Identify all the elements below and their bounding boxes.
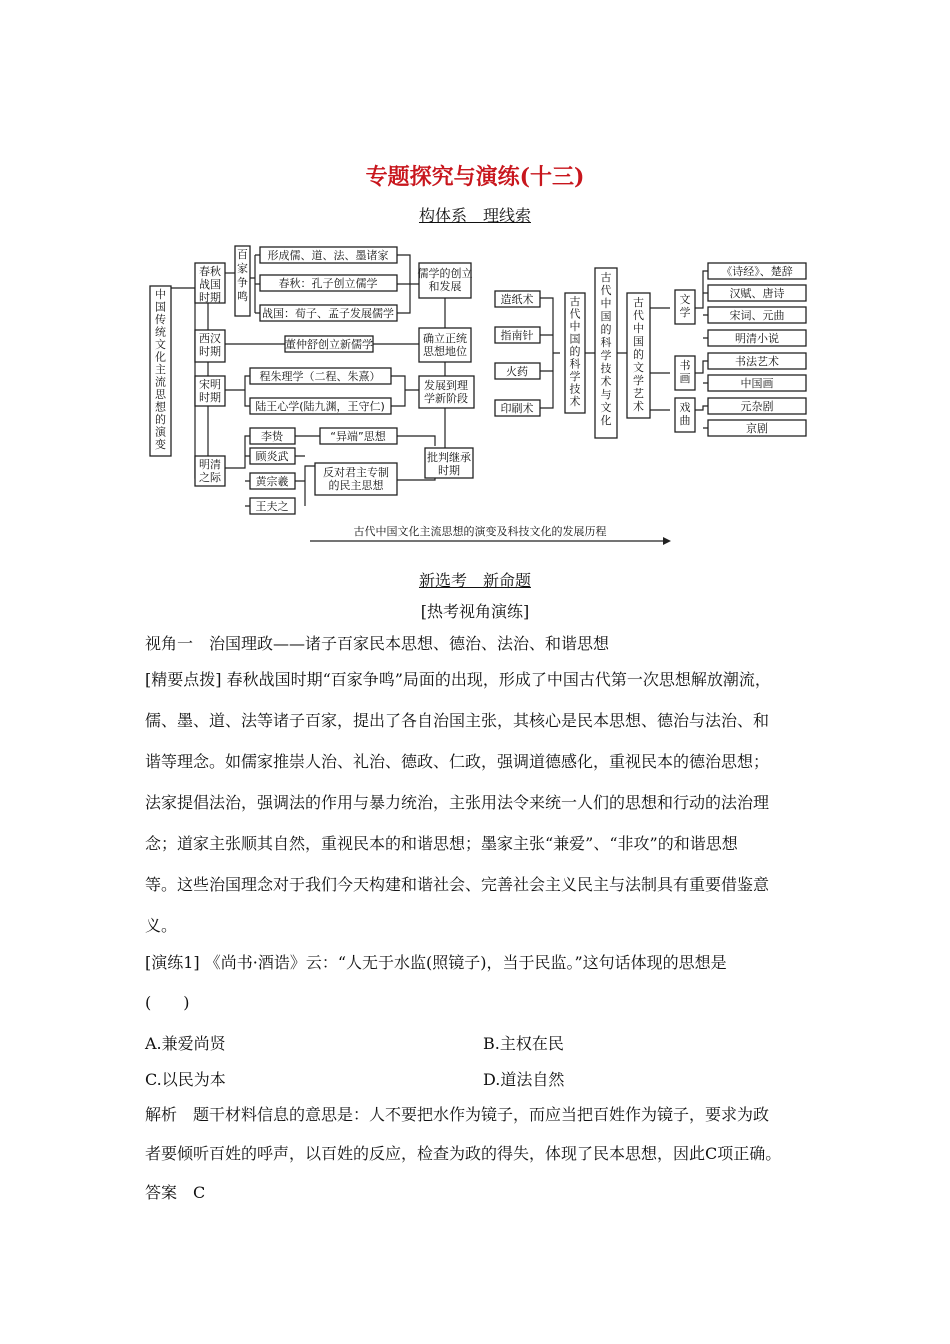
page-title: 专题探究与演练(十三) — [365, 164, 585, 190]
mid-center: 古代中国的科学技术与文化 — [600, 271, 612, 427]
lit-item-6: 中国画 — [740, 377, 774, 390]
cq-item-1: 形成儒、道、法、墨诸家 — [267, 249, 389, 262]
analysis-line: 解析 题干材料信息的意思是：人不要把水作为镜子，而应当把百姓作为镜子，要求为政 — [145, 1105, 770, 1124]
lit-item-8: 京剧 — [746, 422, 768, 435]
paragraph-line: 等。这些治国理念对于我们今天构建和谐社会、完善社会主义民主与法制具有重要借鉴意 — [145, 875, 770, 894]
paragraph-line: 法家提倡法治，强调法的作用与暴力统治，主张用法令来统一人们的思想和行动的法治理 — [145, 793, 770, 812]
paragraph-line: 义。 — [145, 916, 178, 935]
ru-dev: 儒学的创立和发展 — [417, 267, 473, 293]
diagram-root — [150, 286, 171, 456]
lit-item-7: 元杂剧 — [740, 400, 774, 413]
science-items — [495, 291, 540, 416]
period-xihan: 西汉时期 — [199, 332, 221, 358]
lit-item-3: 宋词、元曲 — [729, 309, 785, 322]
perspective-heading: 视角一 治国理政——诸子百家民本思想、德治、法治、和谐思想 — [145, 634, 610, 653]
question-blank: ( ) — [145, 993, 190, 1012]
mingqing-people — [250, 428, 295, 514]
paragraph-line: 谐等理念。如儒家推崇人治、礼治、德政、仁政，强调道德感化，重视民本的德治思想； — [145, 752, 770, 771]
lit-cat-literature: 文学 — [679, 293, 691, 319]
lit-categories — [675, 290, 695, 432]
lit-item-5: 书法艺术 — [735, 355, 779, 368]
mq-yiduan: “异端”思想 — [330, 430, 386, 443]
sm-item-1: 程朱理学（二程、朱熹） — [259, 370, 381, 383]
sm-item-2: 陆王心学(陆九渊，王守仁) — [255, 400, 385, 413]
option-c: C.以民为本 — [145, 1070, 226, 1089]
xh-item: 董仲舒创立新儒学 — [285, 338, 373, 351]
chunqiu-items — [260, 247, 397, 321]
lit-cat-painting: 书画 — [679, 359, 691, 385]
lit-item-2: 汉赋、唐诗 — [729, 287, 785, 300]
period-mingqing: 明清之际 — [199, 458, 221, 484]
option-a: A.兼爱尚贤 — [145, 1034, 226, 1053]
paragraph-line: 念；道家主张顺其自然，重视民本的和谐思想；墨家主张“兼爱”、“非攻”的和谐思想 — [145, 834, 738, 853]
period-songming: 宋明时期 — [199, 378, 221, 404]
section-heading-structure: 构体系 理线索 — [418, 206, 531, 225]
lit-cat-opera: 戏曲 — [679, 401, 691, 427]
caption-arrowhead — [663, 537, 671, 545]
diagram-root-label: 中国传统文化主流思想的演变 — [155, 288, 166, 451]
lit-item-4: 明清小说 — [735, 332, 779, 345]
sci-gunpowder: 火药 — [506, 365, 528, 378]
section-heading-practice: [热考视角演练] — [420, 602, 530, 621]
sci-center: 古代中国的科学技术 — [569, 295, 581, 408]
paragraph-line: [精要点拨] 春秋战国时期“百家争鸣”局面的出现，形成了中国古代第一次思想解放潮流， — [145, 670, 771, 689]
cq-item-2: 春秋：孔子创立儒学 — [278, 277, 378, 290]
option-d: D.道法自然 — [483, 1070, 565, 1089]
mq-fandui: 反对君主专制的民主思想 — [323, 466, 389, 492]
analysis-line: 者要倾听百姓的呼声，以百姓的反应，检查为政的得失，体现了民本思想，因此C项正确。 — [145, 1144, 782, 1163]
person-guyanwu: 顾炎武 — [255, 450, 289, 463]
cq-item-3: 战国：荀子、孟子发展儒学 — [262, 307, 394, 320]
section-heading-new: 新选考 新命题 — [418, 571, 531, 590]
diagram-periods — [195, 263, 225, 486]
option-b: B.主权在民 — [483, 1034, 564, 1053]
lit-items — [708, 263, 806, 436]
person-huangzongxi: 黄宗羲 — [255, 475, 289, 488]
baijia-label: 百家争鸣 — [237, 248, 248, 303]
person-lizhi: 李贽 — [261, 430, 283, 443]
lit-item-1: 《诗经》、楚辞 — [721, 265, 793, 278]
period-chunqiu: 春秋战国时期 — [199, 265, 221, 304]
sci-compass: 指南针 — [500, 329, 534, 342]
lit-center: 古代中国的文学艺术 — [633, 296, 644, 413]
answer: 答案 C — [145, 1183, 206, 1202]
sci-printing: 印刷术 — [500, 402, 534, 415]
person-wangfuzhi: 王夫之 — [255, 500, 289, 513]
mq-result: 批判继承时期 — [427, 451, 471, 477]
sm-result: 发展到理学新阶段 — [424, 379, 468, 405]
paragraph-line: 儒、墨、道、法等诸子百家，提出了各自治国主张，其核心是民本思想、德治与法治、和 — [145, 711, 770, 730]
concept-diagram — [145, 238, 815, 548]
question-stem: [演练1] 《尚书·酒诰》云：“人无于水监(照镜子)，当于民监。”这句话体现的思想是 — [145, 953, 727, 972]
xh-result: 确立正统思想地位 — [423, 332, 467, 358]
diagram-caption: 古代中国文化主流思想的演变及科技文化的发展历程 — [353, 525, 607, 538]
sci-paper: 造纸术 — [500, 293, 534, 306]
